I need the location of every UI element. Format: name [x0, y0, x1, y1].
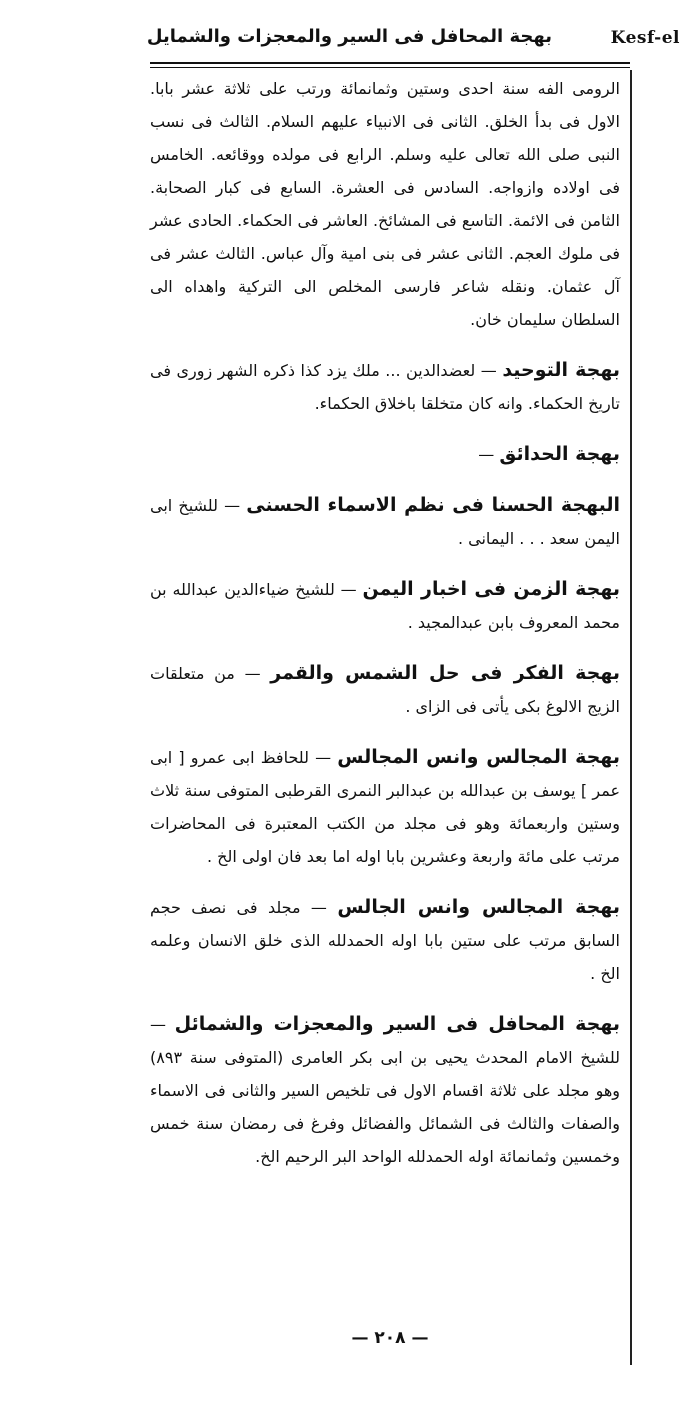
- entry: [150, 891, 620, 990]
- page-number: — ٢٠٨ —: [351, 1328, 429, 1348]
- entry-text: — مجلد فى نصف حجم السابق مرتب على ستين بابا اوله الحمدلله الذى خلق الانسان وعلمه الخ .: [150, 898, 620, 983]
- entry-title: بهجة المجالس وانس المجالس: [337, 746, 620, 768]
- margin-rule: [630, 70, 632, 1365]
- entry-title: البهجة الحسنا فى نظم الاسماء الحسنى: [246, 494, 621, 516]
- entry-text: — للشيخ ضياءالدين عبدالله بن محمد المعروف بابن عبدالمجيد .: [150, 580, 620, 632]
- entry: [150, 573, 620, 639]
- entry-text: — من متعلقات الزيج الالوغ بكى يأتى فى الزاى .: [150, 664, 620, 716]
- entry-title: بهجة المحافل فى السير والمعجزات والشمائل: [174, 1013, 620, 1035]
- entry-text: — لعضدالدين ... ملك يزد كذا ذكره الشهر زورى فى تاريخ الحكماء. وانه كان متخلقا باخلاق الحكماء.: [150, 361, 620, 413]
- entry-title: بهجة الفكر فى حل الشمس والقمر: [270, 662, 621, 684]
- entry-title: بهجة الحدائق: [499, 443, 620, 465]
- entry-text: — للحافظ ابى عمرو [ ابى عمر ] يوسف بن عبدالله بن عبدالبر النمرى القرطبى المتوفى سنة ثلاث وستين واربعمائة وهو فى مجلد من الكتب المعتبرة فى المحاضرات مرتب على مائة واربعة وعشرين بابا اوله اما بعد فان اولى الخ .: [150, 748, 620, 866]
- continuation-paragraph: الرومى الفه سنة احدى وستين وثمانمائة ورتب على ثلاثة عشر بابا. الاول فى بدأ الخلق. الثانى فى الانبياء عليهم السلام. الثالث فى نسب النبى صلى الله تعالى عليه وسلم. الرابع فى مولده ووقائعه. الخامس فى اولاده وازواجه. السادس فى العشرة. السابع فى كبار الصحابة. الثامن فى الائمة. التاسع فى المشائخ. العاشر فى الحكماء. الحادى عشر فى ملوك العجم. الثانى عشر فى بنى امية وآل عباس. الثالث عشر فى آل عثمان. ونقله شاعر فارسى المخلص الى التركية واهداه الى السلطان سليمان خان.: [150, 79, 620, 329]
- entry-text: — للشيخ الامام المحدث يحيى بن ابى بكر العامرى (المتوفى سنة ٨٩٣) وهو مجلد على ثلاثة اقسام الاول فى تلخيص السير والثانى فى الاسماء والصفات والثالث فى الشمائل والفضائل وفرغ فى رمضان سنة خمس وخمسين وثمانمائة اوله الحمدلله الواحد البر الرحيم الخ.: [150, 1015, 620, 1166]
- entry: [150, 354, 620, 420]
- entry-title: بهجة الزمن فى اخبار اليمن: [362, 578, 620, 600]
- entry: [150, 438, 620, 471]
- entry-text: — للشيخ ابى اليمن سعد . . . اليمانى .: [150, 496, 620, 548]
- running-head-title: بهجة المحافل فى السير والمعجزات والشمايل: [146, 26, 552, 47]
- entry: [150, 657, 620, 723]
- entry-text: —: [478, 445, 500, 464]
- entry: [150, 741, 620, 873]
- entry-title: بهجة التوحيد: [502, 359, 620, 381]
- running-head: [146, 26, 680, 56]
- entry: [150, 1008, 620, 1173]
- entry: [150, 489, 620, 555]
- running-head-latin: Kesf-el: [610, 28, 680, 48]
- entry-title: بهجة المجالس وانس الجالس: [337, 896, 620, 918]
- page-body: [150, 72, 620, 1173]
- header-rule: [150, 62, 630, 64]
- header-rule-thin: [150, 67, 630, 68]
